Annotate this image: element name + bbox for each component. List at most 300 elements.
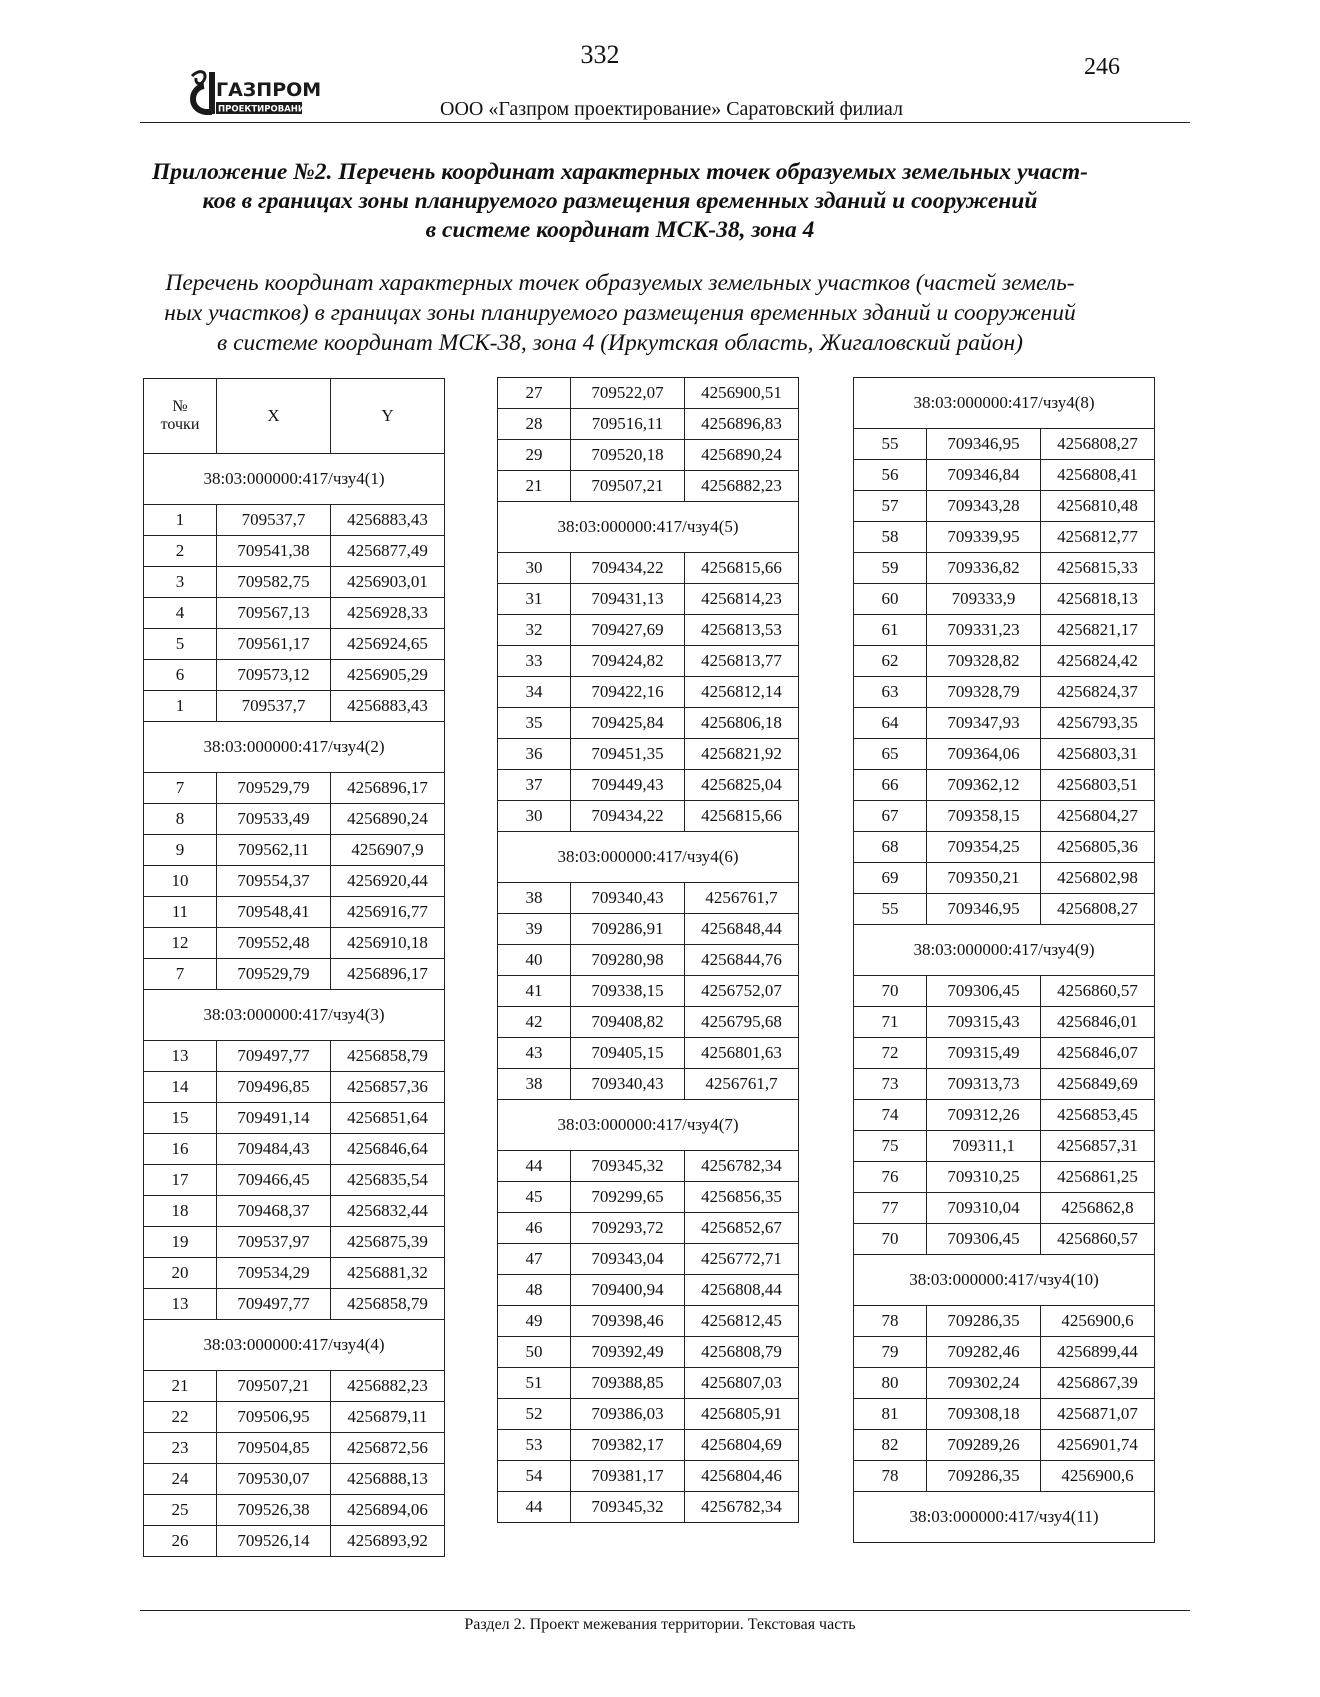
point-number-cell: 25	[144, 1495, 217, 1526]
y-coordinate-cell: 4256900,6	[1041, 1461, 1155, 1492]
table-row	[144, 567, 445, 598]
y-coordinate-cell: 4256793,35	[1041, 708, 1155, 739]
y-coordinate-cell: 4256804,27	[1041, 801, 1155, 832]
table-row	[854, 1368, 1155, 1399]
table-row	[854, 1007, 1155, 1038]
parcel-group-row	[498, 1100, 799, 1151]
x-coordinate-cell: 709339,95	[927, 522, 1041, 553]
y-coordinate-cell: 4256801,63	[685, 1038, 799, 1069]
point-number-cell: 21	[144, 1371, 217, 1402]
x-coordinate-cell: 709299,65	[571, 1182, 685, 1213]
x-coordinate-cell: 709567,13	[217, 598, 331, 629]
point-number-cell: 40	[498, 945, 571, 976]
y-coordinate-cell: 4256808,79	[685, 1337, 799, 1368]
x-coordinate-cell: 709529,79	[217, 959, 331, 990]
point-number-cell: 76	[854, 1162, 927, 1193]
coordinates-table-3	[853, 377, 1155, 1543]
x-coordinate-cell: 709434,22	[571, 801, 685, 832]
logo-word: ГАЗПРОМ	[216, 79, 322, 101]
y-coordinate-cell: 4256815,33	[1041, 553, 1155, 584]
point-number-cell: 34	[498, 677, 571, 708]
point-number-cell: 39	[498, 914, 571, 945]
x-coordinate-cell: 709554,37	[217, 866, 331, 897]
y-coordinate-cell: 4256803,51	[1041, 770, 1155, 801]
x-coordinate-cell: 709427,69	[571, 615, 685, 646]
x-coordinate-cell: 709506,95	[217, 1402, 331, 1433]
point-number-cell: 47	[498, 1244, 571, 1275]
point-number-cell: 50	[498, 1337, 571, 1368]
parcel-id-cell: 38:03:000000:417/чзу4(10)	[854, 1255, 1155, 1306]
coordinates-table-body	[144, 379, 445, 1557]
y-coordinate-cell: 4256903,01	[331, 567, 445, 598]
y-coordinate-cell: 4256849,69	[1041, 1069, 1155, 1100]
parcel-id-cell: 38:03:000000:417/чзу4(1)	[144, 454, 445, 505]
parcel-id-cell: 38:03:000000:417/чзу4(8)	[854, 378, 1155, 429]
page-number: 246	[1084, 54, 1120, 80]
point-number-cell: 23	[144, 1433, 217, 1464]
x-coordinate-cell: 709347,93	[927, 708, 1041, 739]
x-coordinate-cell: 709338,15	[571, 976, 685, 1007]
y-coordinate-cell: 4256812,45	[685, 1306, 799, 1337]
x-coordinate-cell: 709336,82	[927, 553, 1041, 584]
x-coordinate-cell: 709340,43	[571, 883, 685, 914]
y-coordinate-cell: 4256857,36	[331, 1072, 445, 1103]
point-number-cell: 1	[144, 505, 217, 536]
y-coordinate-cell: 4256802,98	[1041, 863, 1155, 894]
x-coordinate-cell: 709522,07	[571, 378, 685, 409]
x-coordinate-cell: 709548,41	[217, 897, 331, 928]
table-row	[854, 976, 1155, 1007]
x-coordinate-cell: 709573,12	[217, 660, 331, 691]
point-number-cell: 7	[144, 959, 217, 990]
parcel-id-cell: 38:03:000000:417/чзу4(4)	[144, 1320, 445, 1371]
table-row	[854, 739, 1155, 770]
point-number-cell: 64	[854, 708, 927, 739]
y-coordinate-cell: 4256896,83	[685, 409, 799, 440]
x-coordinate-cell: 709520,18	[571, 440, 685, 471]
x-coordinate-cell: 709308,18	[927, 1399, 1041, 1430]
logo-subword: ПРОЕКТИРОВАНИЕ	[218, 104, 311, 115]
parcel-group-row	[144, 1320, 445, 1371]
table-row	[144, 1402, 445, 1433]
y-coordinate-cell: 4256907,9	[331, 835, 445, 866]
point-number-cell: 37	[498, 770, 571, 801]
table-row	[854, 1461, 1155, 1492]
y-coordinate-cell: 4256860,57	[1041, 1224, 1155, 1255]
table-row	[144, 1464, 445, 1495]
parcel-id-cell: 38:03:000000:417/чзу4(3)	[144, 990, 445, 1041]
y-coordinate-cell: 4256782,34	[685, 1151, 799, 1182]
point-number-cell: 52	[498, 1399, 571, 1430]
point-number-cell: 58	[854, 522, 927, 553]
table-row	[498, 553, 799, 584]
point-number-cell: 2	[144, 536, 217, 567]
table-row	[144, 1371, 445, 1402]
point-number-cell: 30	[498, 801, 571, 832]
point-number-cell: 24	[144, 1464, 217, 1495]
y-coordinate-cell: 4256815,66	[685, 801, 799, 832]
parcel-id-cell: 38:03:000000:417/чзу4(9)	[854, 925, 1155, 976]
table-row	[498, 646, 799, 677]
y-coordinate-cell: 4256916,77	[331, 897, 445, 928]
point-number-cell: 70	[854, 976, 927, 1007]
table-row	[854, 677, 1155, 708]
parcel-id-cell: 38:03:000000:417/чзу4(5)	[498, 502, 799, 553]
y-coordinate-cell: 4256761,7	[685, 1069, 799, 1100]
x-coordinate-cell: 709343,28	[927, 491, 1041, 522]
x-coordinate-cell: 709331,23	[927, 615, 1041, 646]
y-coordinate-cell: 4256752,07	[685, 976, 799, 1007]
y-coordinate-cell: 4256808,44	[685, 1275, 799, 1306]
y-coordinate-cell: 4256905,29	[331, 660, 445, 691]
x-coordinate-cell: 709350,21	[927, 863, 1041, 894]
table-row	[144, 897, 445, 928]
point-number-cell: 27	[498, 378, 571, 409]
title-line: Приложение №2. Перечень координат характерных точек образуемых земельных участ-	[151, 159, 1089, 185]
point-number-cell: 14	[144, 1072, 217, 1103]
x-coordinate-cell: 709362,12	[927, 770, 1041, 801]
point-number-cell: 73	[854, 1069, 927, 1100]
table-row	[498, 801, 799, 832]
y-coordinate-cell: 4256806,18	[685, 708, 799, 739]
x-coordinate-cell: 709312,26	[927, 1100, 1041, 1131]
table-row	[498, 883, 799, 914]
point-number-cell: 53	[498, 1430, 571, 1461]
table-row	[144, 804, 445, 835]
y-coordinate-cell: 4256890,24	[685, 440, 799, 471]
table-row	[854, 1430, 1155, 1461]
x-coordinate-cell: 709451,35	[571, 739, 685, 770]
x-coordinate-cell: 709313,73	[927, 1069, 1041, 1100]
y-coordinate-cell: 4256860,57	[1041, 976, 1155, 1007]
table-row	[498, 739, 799, 770]
x-coordinate-cell: 709306,45	[927, 1224, 1041, 1255]
point-number-cell: 61	[854, 615, 927, 646]
table-row	[498, 1306, 799, 1337]
point-number-cell: 4	[144, 598, 217, 629]
point-number-cell: 12	[144, 928, 217, 959]
point-number-cell: 19	[144, 1227, 217, 1258]
y-coordinate-cell: 4256853,45	[1041, 1100, 1155, 1131]
point-number-cell: 46	[498, 1213, 571, 1244]
y-coordinate-cell: 4256808,27	[1041, 894, 1155, 925]
table-row	[498, 1492, 799, 1523]
table-row	[144, 598, 445, 629]
y-coordinate-cell: 4256813,77	[685, 646, 799, 677]
y-coordinate-cell: 4256858,79	[331, 1041, 445, 1072]
table-row	[854, 460, 1155, 491]
y-coordinate-cell: 4256812,77	[1041, 522, 1155, 553]
point-number-cell: 51	[498, 1368, 571, 1399]
point-number-cell: 8	[144, 804, 217, 835]
point-number-cell: 60	[854, 584, 927, 615]
title-line: в системе координат МСК-38, зона 4	[425, 217, 815, 243]
y-coordinate-cell: 4256910,18	[331, 928, 445, 959]
point-number-cell: 22	[144, 1402, 217, 1433]
y-coordinate-cell: 4256900,51	[685, 378, 799, 409]
point-number-cell: 21	[498, 471, 571, 502]
x-coordinate-cell: 709405,15	[571, 1038, 685, 1069]
point-number-cell: 72	[854, 1038, 927, 1069]
point-number-cell: 45	[498, 1182, 571, 1213]
caption-line: Перечень координат характерных точек образуемых земельных участков (частей земель-	[165, 270, 1075, 296]
table-row	[854, 1038, 1155, 1069]
table-header-row	[144, 379, 445, 454]
x-coordinate-cell: 709286,35	[927, 1461, 1041, 1492]
y-coordinate-cell: 4256810,48	[1041, 491, 1155, 522]
x-header: X	[217, 379, 331, 454]
y-coordinate-cell: 4256804,46	[685, 1461, 799, 1492]
point-number-cell: 65	[854, 739, 927, 770]
point-number-cell: 17	[144, 1165, 217, 1196]
x-coordinate-cell: 709434,22	[571, 553, 685, 584]
table-row	[144, 505, 445, 536]
parcel-group-row	[854, 925, 1155, 976]
header-divider	[140, 122, 1190, 123]
point-number-cell: 69	[854, 863, 927, 894]
x-coordinate-cell: 709507,21	[571, 471, 685, 502]
y-coordinate-cell: 4256852,67	[685, 1213, 799, 1244]
table-row	[144, 1134, 445, 1165]
parcel-group-row	[854, 1492, 1155, 1543]
point-number-cell: 9	[144, 835, 217, 866]
x-coordinate-cell: 709289,26	[927, 1430, 1041, 1461]
y-coordinate-cell: 4256862,8	[1041, 1193, 1155, 1224]
x-coordinate-cell: 709533,49	[217, 804, 331, 835]
y-coordinate-cell: 4256858,79	[331, 1289, 445, 1320]
x-coordinate-cell: 709497,77	[217, 1289, 331, 1320]
x-coordinate-cell: 709328,82	[927, 646, 1041, 677]
y-coordinate-cell: 4256875,39	[331, 1227, 445, 1258]
y-coordinate-cell: 4256877,49	[331, 536, 445, 567]
table-row	[144, 1289, 445, 1320]
table-row	[144, 629, 445, 660]
table-row	[498, 1244, 799, 1275]
x-coordinate-cell: 709484,43	[217, 1134, 331, 1165]
point-number-cell: 62	[854, 646, 927, 677]
x-coordinate-cell: 709466,45	[217, 1165, 331, 1196]
point-number-cell: 13	[144, 1041, 217, 1072]
point-number-cell: 55	[854, 894, 927, 925]
y-coordinate-cell: 4256812,14	[685, 677, 799, 708]
x-coordinate-cell: 709310,25	[927, 1162, 1041, 1193]
coordinates-table-1	[143, 378, 445, 1557]
y-coordinate-cell: 4256804,69	[685, 1430, 799, 1461]
y-coordinate-cell: 4256890,24	[331, 804, 445, 835]
parcel-group-row	[498, 832, 799, 883]
y-coordinate-cell: 4256861,25	[1041, 1162, 1155, 1193]
table-row	[854, 1193, 1155, 1224]
y-coordinate-cell: 4256928,33	[331, 598, 445, 629]
x-coordinate-cell: 709280,98	[571, 945, 685, 976]
table-row	[144, 1072, 445, 1103]
point-number-cell: 38	[498, 1069, 571, 1100]
table-row	[144, 1103, 445, 1134]
x-coordinate-cell: 709537,97	[217, 1227, 331, 1258]
coordinates-table-2	[497, 377, 799, 1523]
y-coordinate-cell: 4256825,04	[685, 770, 799, 801]
x-coordinate-cell: 709530,07	[217, 1464, 331, 1495]
y-coordinate-cell: 4256805,91	[685, 1399, 799, 1430]
table-row	[854, 863, 1155, 894]
y-coordinate-cell: 4256894,06	[331, 1495, 445, 1526]
table-row	[854, 522, 1155, 553]
caption-line: в системе координат МСК-38, зона 4 (Иркутская область, Жигаловский район)	[217, 330, 1023, 356]
y-coordinate-cell: 4256795,68	[685, 1007, 799, 1038]
x-coordinate-cell: 709552,48	[217, 928, 331, 959]
table-row	[144, 691, 445, 722]
x-coordinate-cell: 709537,7	[217, 691, 331, 722]
x-coordinate-cell: 709526,14	[217, 1526, 331, 1557]
point-number-cell: 55	[854, 429, 927, 460]
y-coordinate-cell: 4256857,31	[1041, 1131, 1155, 1162]
table-row	[144, 773, 445, 804]
x-coordinate-cell: 709541,38	[217, 536, 331, 567]
x-coordinate-cell: 709491,14	[217, 1103, 331, 1134]
point-number-cell: 33	[498, 646, 571, 677]
y-coordinate-cell: 4256848,44	[685, 914, 799, 945]
table-row	[144, 1433, 445, 1464]
table-row	[498, 378, 799, 409]
table-row	[498, 1430, 799, 1461]
y-coordinate-cell: 4256821,92	[685, 739, 799, 770]
point-number-cell: 38	[498, 883, 571, 914]
coordinates-table-body	[498, 378, 799, 1523]
y-coordinate-cell: 4256818,13	[1041, 584, 1155, 615]
point-number-cell: 70	[854, 1224, 927, 1255]
point-number-cell: 71	[854, 1007, 927, 1038]
table-row	[854, 1306, 1155, 1337]
x-coordinate-cell: 709293,72	[571, 1213, 685, 1244]
point-number-cell: 11	[144, 897, 217, 928]
y-coordinate-cell: 4256896,17	[331, 773, 445, 804]
table-row	[144, 866, 445, 897]
y-coordinate-cell: 4256772,71	[685, 1244, 799, 1275]
table-row	[498, 1461, 799, 1492]
y-coordinate-cell: 4256924,65	[331, 629, 445, 660]
point-number-cell: 13	[144, 1289, 217, 1320]
point-number-cell: 10	[144, 866, 217, 897]
table-row	[144, 1526, 445, 1557]
y-coordinate-cell: 4256900,6	[1041, 1306, 1155, 1337]
gazprom-logo	[186, 66, 322, 118]
x-coordinate-cell: 709345,32	[571, 1151, 685, 1182]
point-number-cell: 6	[144, 660, 217, 691]
table-row	[854, 1337, 1155, 1368]
point-number-cell: 63	[854, 677, 927, 708]
point-number-cell: 81	[854, 1399, 927, 1430]
x-coordinate-cell: 709449,43	[571, 770, 685, 801]
parcel-group-row	[144, 454, 445, 505]
point-number-cell: 44	[498, 1492, 571, 1523]
x-coordinate-cell: 709516,11	[571, 409, 685, 440]
point-number-cell: 56	[854, 460, 927, 491]
x-coordinate-cell: 709364,06	[927, 739, 1041, 770]
x-coordinate-cell: 709343,04	[571, 1244, 685, 1275]
point-number-cell: 44	[498, 1151, 571, 1182]
x-coordinate-cell: 709537,7	[217, 505, 331, 536]
title-line: ков в границах зоны планируемого размещения временных зданий и сооружений	[202, 188, 1038, 214]
x-coordinate-cell: 709328,79	[927, 677, 1041, 708]
y-coordinate-cell: 4256879,11	[331, 1402, 445, 1433]
point-number-cell: 42	[498, 1007, 571, 1038]
y-coordinate-cell: 4256824,37	[1041, 677, 1155, 708]
x-coordinate-cell: 709504,85	[217, 1433, 331, 1464]
table-row	[854, 832, 1155, 863]
x-coordinate-cell: 709286,91	[571, 914, 685, 945]
table-row	[498, 1368, 799, 1399]
y-coordinate-cell: 4256814,23	[685, 584, 799, 615]
x-coordinate-cell: 709425,84	[571, 708, 685, 739]
x-coordinate-cell: 709346,95	[927, 894, 1041, 925]
point-number-cell: 32	[498, 615, 571, 646]
x-coordinate-cell: 709346,84	[927, 460, 1041, 491]
table-row	[144, 660, 445, 691]
y-coordinate-cell: 4256899,44	[1041, 1337, 1155, 1368]
point-number-cell: 74	[854, 1100, 927, 1131]
x-coordinate-cell: 709388,85	[571, 1368, 685, 1399]
parcel-group-row	[854, 378, 1155, 429]
point-number-cell: 35	[498, 708, 571, 739]
y-coordinate-cell: 4256871,07	[1041, 1399, 1155, 1430]
point-number-cell: 30	[498, 553, 571, 584]
x-coordinate-cell: 709315,43	[927, 1007, 1041, 1038]
table-row	[854, 429, 1155, 460]
table-row	[144, 835, 445, 866]
point-number-cell: 28	[498, 409, 571, 440]
table-row	[854, 1100, 1155, 1131]
y-coordinate-cell: 4256803,31	[1041, 739, 1155, 770]
table-row	[498, 440, 799, 471]
table-row	[498, 1182, 799, 1213]
x-coordinate-cell: 709345,32	[571, 1492, 685, 1523]
table-row	[498, 1337, 799, 1368]
x-coordinate-cell: 709354,25	[927, 832, 1041, 863]
point-number-cell: 67	[854, 801, 927, 832]
point-number-cell: 54	[498, 1461, 571, 1492]
x-coordinate-cell: 709358,15	[927, 801, 1041, 832]
point-number-cell: 49	[498, 1306, 571, 1337]
table-row	[498, 770, 799, 801]
x-coordinate-cell: 709398,46	[571, 1306, 685, 1337]
y-coordinate-cell: 4256835,54	[331, 1165, 445, 1196]
table-row	[498, 1151, 799, 1182]
x-coordinate-cell: 709381,17	[571, 1461, 685, 1492]
table-row	[498, 914, 799, 945]
y-coordinate-cell: 4256761,7	[685, 883, 799, 914]
point-number-cell: 68	[854, 832, 927, 863]
point-number-cell: 18	[144, 1196, 217, 1227]
parcel-id-cell: 38:03:000000:417/чзу4(6)	[498, 832, 799, 883]
point-number-cell: 57	[854, 491, 927, 522]
y-coordinate-cell: 4256867,39	[1041, 1368, 1155, 1399]
x-coordinate-cell: 709302,24	[927, 1368, 1041, 1399]
y-coordinate-cell: 4256883,43	[331, 505, 445, 536]
point-number-cell: 16	[144, 1134, 217, 1165]
x-coordinate-cell: 709400,94	[571, 1275, 685, 1306]
point-number-cell: 5	[144, 629, 217, 660]
table-row	[498, 1038, 799, 1069]
point-number-cell: 36	[498, 739, 571, 770]
x-coordinate-cell: 709333,9	[927, 584, 1041, 615]
point-number-cell: 66	[854, 770, 927, 801]
x-coordinate-cell: 709561,17	[217, 629, 331, 660]
y-header: Y	[331, 379, 445, 454]
table-row	[854, 1224, 1155, 1255]
y-coordinate-cell: 4256824,42	[1041, 646, 1155, 677]
point-number-cell: 1	[144, 691, 217, 722]
table-row	[854, 491, 1155, 522]
